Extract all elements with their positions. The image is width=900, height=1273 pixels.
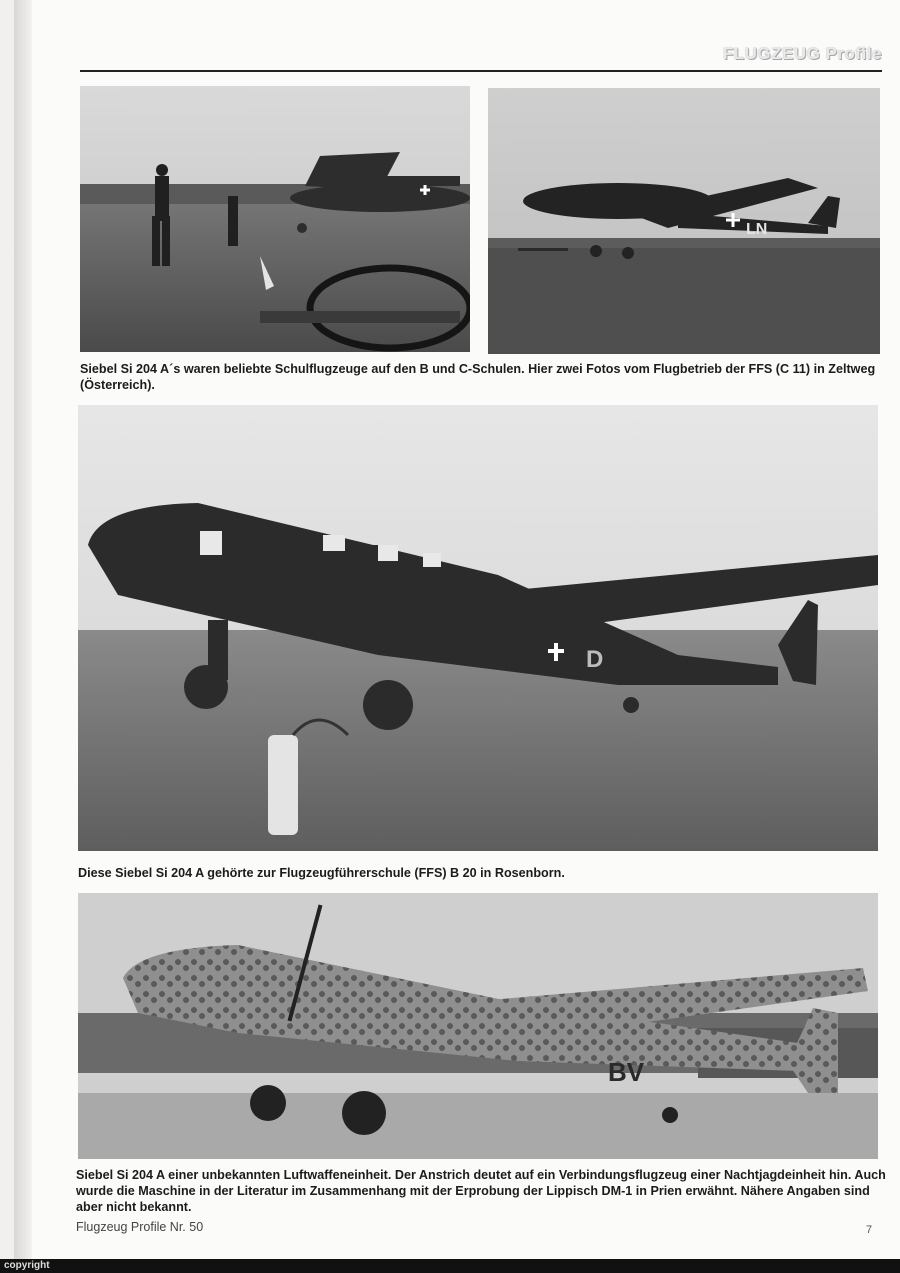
photo-airfield-personnel [80,86,470,352]
photo-aircraft-rosenborn [78,405,878,851]
page-number: 7 [866,1224,873,1236]
photo-caption-3: Siebel Si 204 A einer unbekannten Luftwaffeneinheit. Der Anstrich deutet auf ein Verbindungsflugzeug einer Nachtjagdeinheit hin. Auch wurde die Maschine in der Literatur im Zusammenhang mit der Erprobung der Lippisch DM-1 in Prien erwähnt. Nähere Angaben sind aber nicht bekannt. [76,1168,886,1214]
photo-caption-1: Siebel Si 204 A´s waren beliebte Schulflugzeuge auf den B und C-Schulen. Hier zwei Fotos vom Flugbetrieb der FFS (C 11) in Zeltweg (Österreich). [80,362,876,392]
aircraft-code-d: D [586,646,604,673]
header-brand: FLUGZEUG Profile [722,44,882,63]
copyright-watermark: copyright [0,1259,900,1273]
photo-caption-2: Diese Siebel Si 204 A gehörte zur Flugzeugführerschule (FFS) B 20 in Rosenborn. [78,866,565,880]
publication-footer: Flugzeug Profile Nr. 50 [76,1220,204,1234]
header-rule [80,70,882,72]
page-spine-shadow [14,0,32,1273]
photo-aircraft-taxiing [488,88,880,354]
aircraft-code-ln: LN [746,221,768,238]
photo-camouflaged-aircraft [78,893,878,1159]
aircraft-code-bv: BV [608,1057,645,1087]
